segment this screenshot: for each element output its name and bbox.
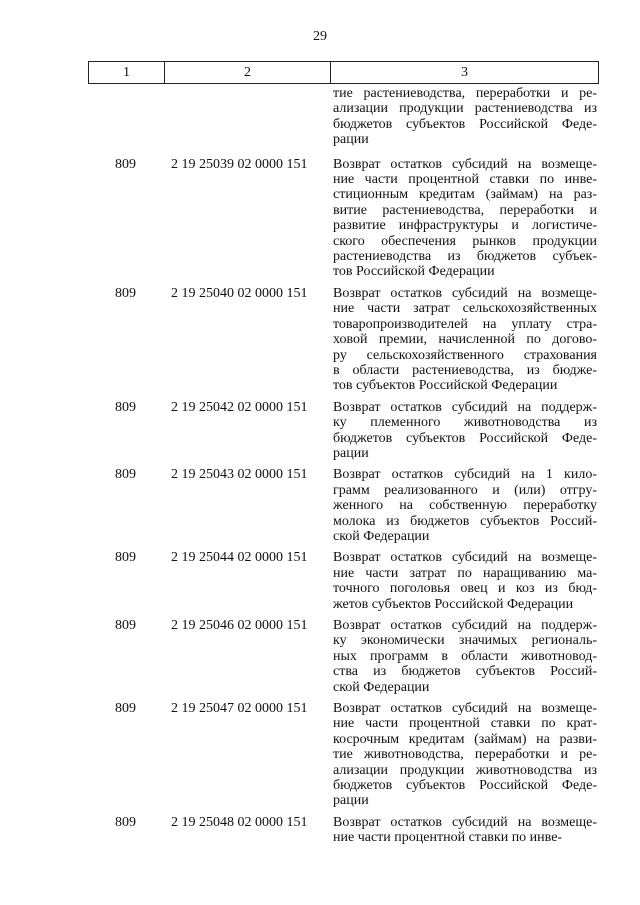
- row-description: [328, 815, 599, 846]
- description-line: товаропроизводителей на уплату стра-: [333, 316, 597, 332]
- description-line: растениеводства из бюджетов субъек-: [333, 249, 597, 265]
- description-line: Возврат остатков субсидий на возмеще-: [333, 550, 597, 566]
- row-kbk-code: 2 19 25048 02 0000 151: [171, 814, 308, 830]
- row-admin-code: 809: [115, 618, 136, 633]
- description-line: ру сельскохозяйственного страхования: [333, 347, 597, 363]
- description-line: Возврат остатков субсидий на возмеще-: [333, 285, 597, 301]
- description-line: ализации продукции растениеводства из: [333, 101, 597, 117]
- row-kbk-code: [163, 86, 328, 148]
- row-kbk-code: 2 19 25042 02 0000 151: [171, 399, 308, 415]
- description-line: в области растениеводства, из бюдже-: [333, 362, 597, 378]
- table-header: [88, 61, 599, 84]
- description-line: ского обеспечения рынков продукции: [333, 233, 597, 249]
- row-admin-code: [88, 86, 163, 148]
- description-line: ховой премии, начисленной по догово-: [333, 332, 597, 348]
- table-row: [88, 86, 599, 148]
- description-line: ку племенного животноводства из: [333, 415, 597, 431]
- description-line: ние части процентной ставки по инве-: [333, 172, 597, 188]
- row-admin-code: 809: [115, 550, 136, 566]
- description-line: ных программ в области животновод-: [333, 648, 597, 664]
- row-description: [328, 467, 599, 544]
- description-line: рации: [333, 132, 369, 148]
- description-line: ализации продукции животноводства из: [333, 762, 597, 778]
- row-admin-code: 809: [115, 399, 136, 415]
- description-line: тов субъектов Российской Федерации: [333, 378, 558, 394]
- description-line: молока из бюджетов субъектов Россий-: [333, 513, 597, 529]
- table-row: [88, 701, 599, 809]
- description-line: ства из бюджетов субъектов Россий-: [333, 664, 597, 680]
- description-line: грамм реализованного и (или) отгру-: [333, 482, 597, 498]
- description-line: Возврат остатков субсидий на возмеще-: [333, 814, 597, 830]
- row-description: [328, 157, 599, 280]
- header-col-3: 3: [461, 65, 468, 80]
- table-row: [88, 618, 599, 695]
- description-line: рации: [333, 793, 369, 809]
- row-admin-code: 809: [115, 701, 136, 717]
- description-line: косрочным кредитам (займам) на разви-: [333, 731, 597, 747]
- description-line: Возврат остатков субсидий на 1 кило-: [333, 467, 597, 483]
- row-kbk-code: 2 19 25046 02 0000 151: [171, 618, 308, 633]
- row-admin-code: 809: [115, 467, 136, 483]
- table-row: [88, 157, 599, 280]
- description-line: Возврат остатков субсидий на возмеще-: [333, 701, 597, 717]
- description-line: женного на собственную переработку: [333, 498, 597, 514]
- row-admin-code: 809: [115, 814, 136, 830]
- table-row: [88, 400, 599, 462]
- description-line: Возврат остатков субсидий на поддерж-: [333, 399, 597, 415]
- row-description: [328, 286, 599, 394]
- row-admin-code: 809: [115, 285, 136, 301]
- row-kbk-code: 2 19 25040 02 0000 151: [171, 285, 308, 301]
- description-line: Возврат остатков субсидий на возмеще-: [333, 156, 597, 172]
- description-line: тие животноводства, переработки и ре-: [333, 747, 597, 763]
- description-line: развитие инфраструктуры и логистиче-: [333, 218, 597, 234]
- description-line: Возврат остатков субсидий на поддерж-: [333, 618, 597, 633]
- description-line: тие растениеводства, переработки и ре-: [333, 86, 597, 101]
- row-description: [328, 618, 599, 695]
- description-line: жетов субъектов Российской Федерации: [333, 596, 574, 612]
- description-line: ние части затрат сельскохозяйственных: [333, 301, 597, 317]
- budget-codes-table: [88, 61, 599, 846]
- row-kbk-code: 2 19 25047 02 0000 151: [171, 701, 308, 717]
- header-col-2: 2: [165, 62, 331, 83]
- description-line: ку экономически значимых региональ-: [333, 633, 597, 649]
- description-line: ние части процентной ставки по крат-: [333, 716, 597, 732]
- table-row: [88, 550, 599, 612]
- description-line: рации: [333, 445, 369, 461]
- description-line: бюджетов субъектов Российской Феде-: [333, 116, 597, 132]
- description-line: тов Российской Федерации: [333, 264, 495, 280]
- description-line: бюджетов субъектов Российской Феде-: [333, 778, 597, 794]
- row-admin-code: 809: [115, 156, 136, 172]
- table-row: [88, 286, 599, 394]
- description-line: витие растениеводства, переработки и: [333, 202, 597, 218]
- table-row: [88, 815, 599, 846]
- description-line: ние части затрат по наращиванию ма-: [333, 565, 597, 581]
- description-line: точного поголовья овец и коз из бюд-: [333, 581, 597, 597]
- row-kbk-code: 2 19 25043 02 0000 151: [171, 467, 308, 483]
- table-body: [88, 86, 599, 846]
- row-kbk-code: 2 19 25044 02 0000 151: [171, 550, 308, 566]
- page-number: 29: [313, 29, 327, 44]
- row-description: [328, 701, 599, 809]
- description-line: стиционным кредитам (займам) на раз-: [333, 187, 597, 203]
- header-col-1: 1: [89, 62, 165, 83]
- description-line: ской Федерации: [333, 528, 430, 544]
- description-line: ской Федерации: [333, 679, 430, 695]
- table-row: [88, 467, 599, 544]
- description-line: бюджетов субъектов Российской Феде-: [333, 430, 597, 446]
- description-line: ние части процентной ставки по инве-: [333, 830, 563, 846]
- row-kbk-code: 2 19 25039 02 0000 151: [171, 156, 308, 172]
- row-description: [328, 550, 599, 612]
- row-description: [328, 86, 599, 148]
- row-description: [328, 400, 599, 462]
